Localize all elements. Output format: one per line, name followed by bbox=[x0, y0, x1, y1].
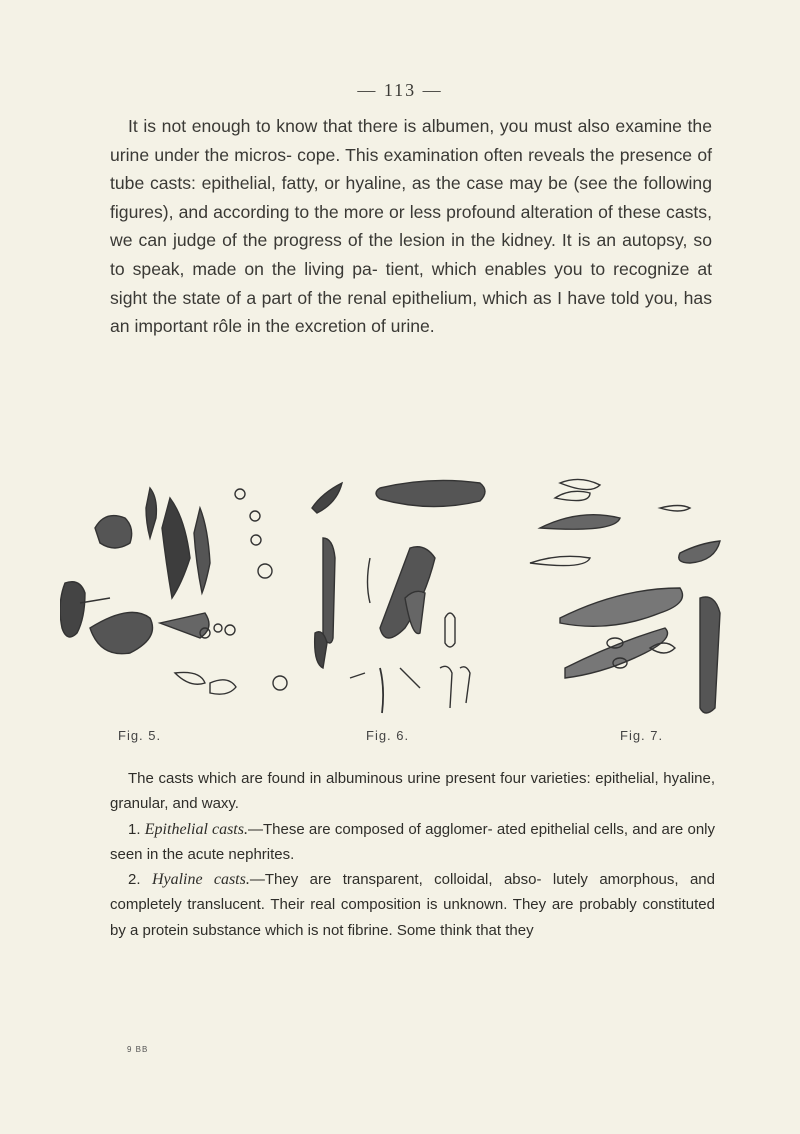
casts-intro-paragraph: The casts which are found in albuminous urine present four varieties: epithelial, hyaline, granular, and waxy. bbox=[110, 770, 715, 813]
fig6-drawing bbox=[312, 480, 485, 713]
fig5-caption: Fig. 5. bbox=[118, 728, 162, 743]
epithelial-casts-label: Epithelial casts. bbox=[144, 820, 248, 838]
page-number: — 113 — bbox=[357, 80, 443, 100]
hyaline-casts-item bbox=[110, 867, 715, 943]
printer-signature: 9 BB bbox=[127, 1045, 149, 1054]
intro-paragraph: It is not enough to know that there is albumen, you must also examine the urine under the micros- cope. This examination often reveals the presence of tube casts: epithelial, fatty, or hyaline, as the case may be (see the following figures), and according to the more or less profound alteration of these casts, we can judge of the progress of the lesion in the kidney. It is an autopsy, so to speak, made on the living pa- tient, which enables you to recognize at sight the state of a part of the renal epithelium, which as I have told you, has an important rôle in the excretion of urine. bbox=[110, 116, 712, 337]
fig7-caption: Fig. 7. bbox=[620, 728, 664, 743]
item-number: 2. bbox=[128, 871, 141, 889]
tube-casts-illustration bbox=[60, 468, 750, 728]
hyaline-casts-text: —They are transparent, colloidal, abso- lutely amorphous, and completely translucent. Their real composition is unknown. They are probably constituted by a protein substance which is not fibrine. Some think that they bbox=[110, 871, 715, 939]
epithelial-casts-item bbox=[110, 817, 715, 868]
fig6-caption: Fig. 6. bbox=[366, 728, 410, 743]
hyaline-casts-label: Hyaline casts. bbox=[151, 871, 250, 889]
item-number: 1. bbox=[128, 820, 141, 838]
fig5-drawing bbox=[60, 488, 287, 694]
casts-description bbox=[110, 766, 715, 943]
epithelial-casts-text: —These are composed of agglomer- ated epithelial cells, and are only seen in the acute nephrites. bbox=[110, 820, 716, 863]
fig7-drawing bbox=[530, 479, 720, 713]
